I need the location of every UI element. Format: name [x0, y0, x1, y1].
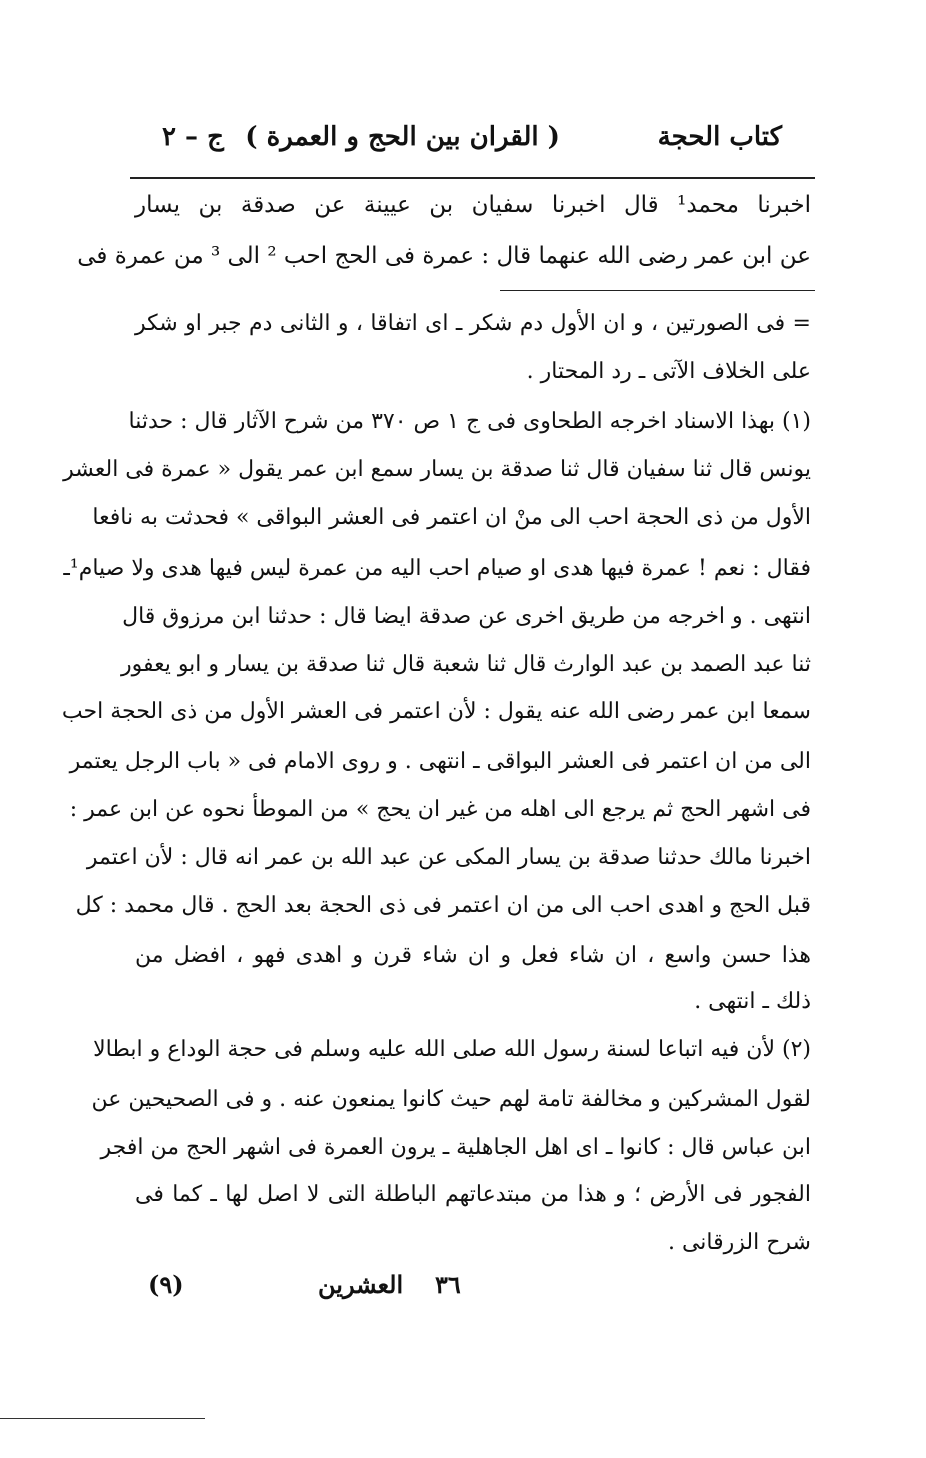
footnote-1-line: قبل الحج و اهدى احب الى من ان اعتمر فى ذى الحجة بعد الحج . قال محمد : كل — [75, 893, 811, 918]
footnote-1-line: سمعا ابن عمر رضى الله عنه يقول : لأن اعتمر فى العشر الأول من ذى الحجة احب — [61, 699, 811, 724]
footnote-1-line: ذلك ـ انتهى . — [694, 989, 811, 1014]
book-title: كتاب الحجة — [657, 122, 782, 152]
footnote-1-line: (١) بهذا الاسناد اخرجه الطحاوى فى ج ١ ص ٣٧٠ من شرح الآثار قال : حدثنا — [128, 409, 811, 434]
footnote-1-line: ثنا عبد الصمد بن عبد الوارث قال ثنا شعبة قال ثنا صدقة بن يسار و ابو يعفور — [120, 652, 811, 677]
footnote-1-line: فى اشهر الحج ثم يرجع الى اهله من غير ان يحج » من الموطأ نحوه عن ابن عمر : — [69, 797, 811, 822]
running-header — [130, 118, 810, 166]
footnote-1-line: الى من ان اعتمر فى العشر البواقى ـ انتهى . و روى الامام فى « باب الرجل يعتمر — [69, 749, 811, 774]
footnote-1-line: هذا حسن واسع ، ان شاء فعل و ان شاء قرن و اهدى فهو ، افضل من — [135, 943, 811, 968]
section-title: ( القران بين الحج و العمرة ) — [245, 122, 560, 152]
footnote-separator — [500, 290, 815, 291]
footnote-1-line: الأول من ذى الحجة احب الى منْ ان اعتمر فى العشر البواقى » فحدثت به نافعا — [92, 505, 811, 530]
footnote-1-line: فقال : نعم ! عمرة فيها هدى او صيام احب اليه من عمرة ليس فيها هدى ولا صيام¹ـ — [63, 556, 811, 581]
main-text-line: اخبرنا محمد¹ قال اخبرنا سفيان بن عيينة عن صدقة بن يسار — [135, 192, 812, 218]
footnote-1-line: انتهى . و اخرجه من طريق اخرى عن صدقة ايضا قال : حدثنا ابن مرزوق قال — [122, 604, 811, 629]
volume-label: ج – ٢ — [162, 122, 224, 152]
main-text-line: عن ابن عمر رضى الله عنهما قال : عمرة فى الحج احب ² الى ³ من عمرة فى — [77, 243, 811, 269]
footnote-2-line: لقول المشركين و مخالفة تامة لهم حيث كانوا يمنعون عنه . و فى الصحيحين عن — [91, 1087, 811, 1112]
header-rule — [130, 177, 815, 179]
footnote-2-line: ابن عباس قال : كانوا ـ اى اهل الجاهلية ـ يرون العمرة فى اشهر الحج من افجر — [100, 1135, 811, 1160]
page-number: ٣٦ — [435, 1270, 461, 1299]
footnote-2-line: الفجور فى الأرض ؛ و هذا من مبتدعاتهم الباطلة التى لا اصل لها ـ كما فى — [135, 1182, 811, 1207]
signature-mark: (٩) — [148, 1270, 184, 1299]
page-footer — [130, 1268, 810, 1308]
footnote-1-line: يونس قال ثنا سفيان قال ثنا صدقة بن يسار سمع ابن عمر يقول « عمرة فى العشر — [63, 457, 811, 482]
signature-word: العشرين — [318, 1270, 404, 1299]
footnote-1-line: اخبرنا مالك حدثنا صدقة بن يسار المكى عن عبد الله بن عمر انه قال : لأن اعتمر — [86, 845, 811, 870]
footnote-continuation-line: على الخلاف الآتى ـ رد المحتار . — [526, 359, 811, 384]
scan-edge-line — [0, 1418, 205, 1419]
footnote-2-line: (٢) لأن فيه اتباعا لسنة رسول الله صلى الله عليه وسلم فى حجة الوداع و ابطالا — [93, 1037, 811, 1062]
footnote-2-line: شرح الزرقانى . — [667, 1230, 811, 1255]
footnote-continuation-line: = فى الصورتين ، و ان الأول دم شكر ـ اى اتفاقا ، و الثانى دم جبر او شكر — [135, 311, 811, 336]
